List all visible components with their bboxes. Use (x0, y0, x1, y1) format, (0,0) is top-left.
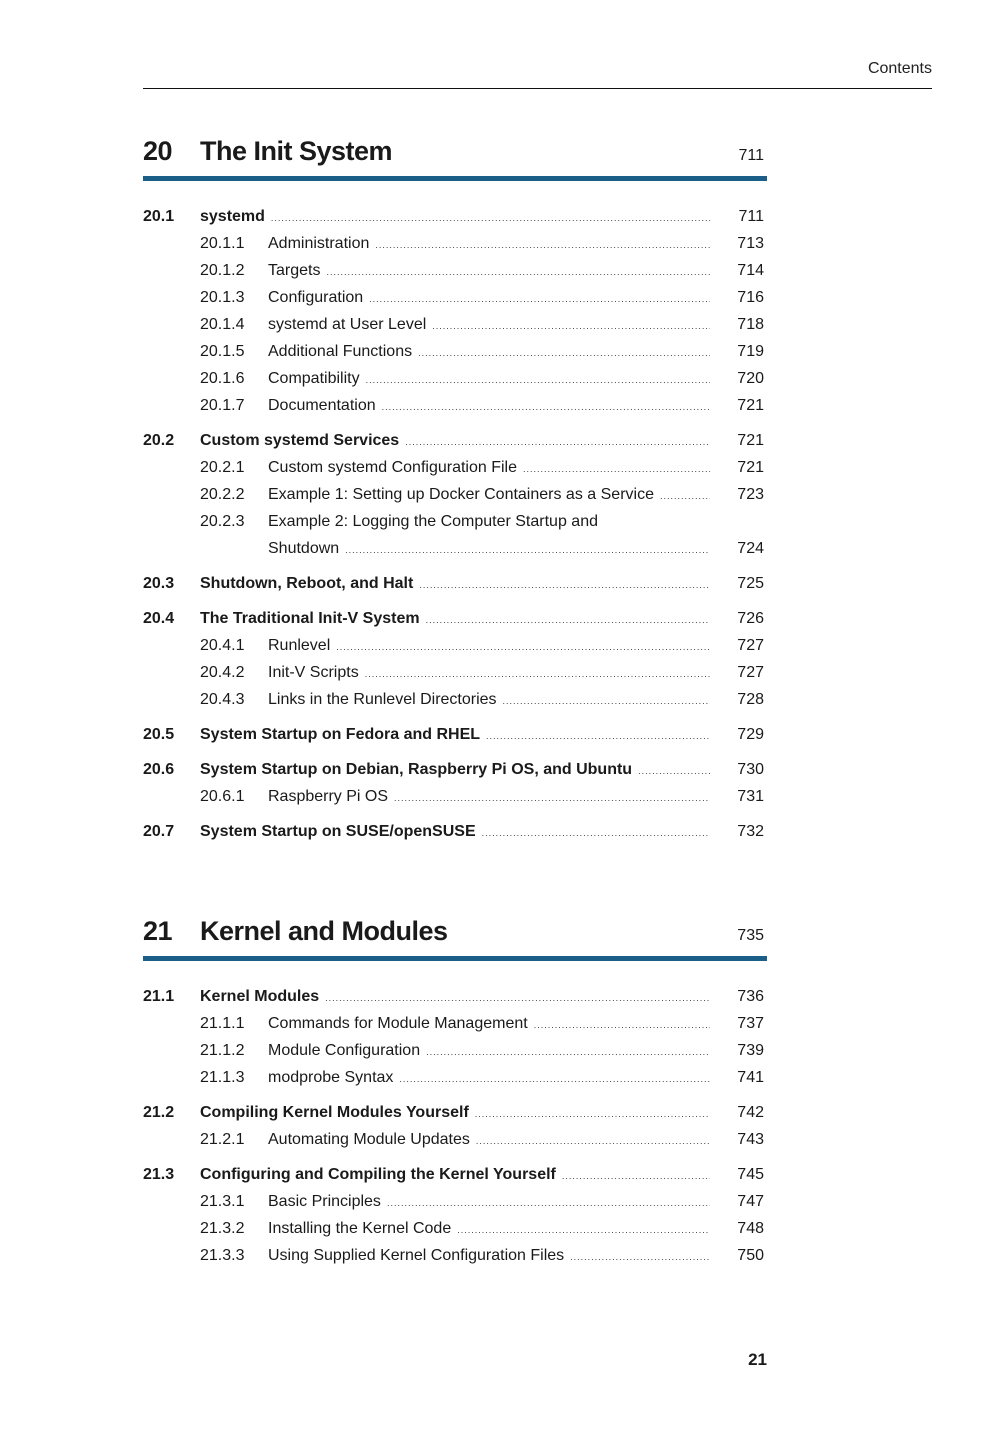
subsection-number: 20.1.7 (200, 397, 245, 414)
subsection-number: 20.1.1 (200, 235, 245, 252)
subsection-title: Commands for Module Management (268, 1015, 528, 1032)
toc-subsection[interactable] (143, 392, 767, 419)
subsection-page: 747 (737, 1193, 764, 1210)
section-number: 20.3 (143, 575, 175, 592)
dot-leader (394, 785, 710, 812)
subsection-page: 719 (737, 343, 764, 360)
subsection-number: 21.3.1 (200, 1193, 245, 1210)
dot-leader (426, 607, 710, 634)
dot-leader (399, 1066, 710, 1093)
subsection-title: Links in the Runlevel Directories (268, 691, 497, 708)
subsection-number: 20.1.2 (200, 262, 245, 279)
dot-leader (336, 634, 710, 661)
dot-leader (534, 1012, 710, 1039)
section-number: 21.3 (143, 1166, 175, 1183)
chapter-title: The Init System (200, 136, 393, 166)
subsection-title: Raspberry Pi OS (268, 788, 389, 805)
toc-subsection[interactable] (143, 1188, 767, 1215)
subsection-page: 716 (737, 289, 764, 306)
subsection-page: 743 (737, 1131, 764, 1148)
chapter-heading[interactable] (143, 136, 767, 181)
toc-section[interactable] (143, 721, 767, 748)
subsection-number: 21.1.1 (200, 1015, 245, 1032)
section-title: Custom systemd Services (200, 432, 400, 449)
toc-subsection[interactable] (143, 1126, 767, 1153)
dot-leader (382, 394, 710, 421)
dot-leader (638, 758, 710, 785)
subsection-number: 20.1.6 (200, 370, 245, 387)
section-number: 20.4 (143, 610, 175, 627)
dot-leader (375, 232, 710, 259)
dot-leader (387, 1190, 710, 1217)
toc-subsection[interactable] (143, 659, 767, 686)
section-number: 21.2 (143, 1104, 175, 1121)
toc-subsection[interactable] (143, 783, 767, 810)
subsection-title: Example 2: Logging the Computer Startup and (268, 513, 598, 530)
subsection-number: 20.4.3 (200, 691, 245, 708)
dot-leader (426, 1039, 710, 1066)
toc-subsection[interactable] (143, 508, 767, 535)
dot-leader (365, 661, 710, 688)
toc-section[interactable] (143, 605, 767, 632)
subsection-page: 721 (737, 397, 764, 414)
section-title: System Startup on Fedora and RHEL (200, 726, 481, 743)
subsection-page: 718 (737, 316, 764, 333)
dot-leader (457, 1217, 710, 1244)
section-number: 20.5 (143, 726, 175, 743)
subsection-page: 727 (737, 637, 764, 654)
section-page: 742 (737, 1104, 764, 1121)
toc-section[interactable] (143, 1161, 767, 1188)
dot-leader (345, 537, 710, 564)
running-header: Contents (867, 60, 932, 77)
toc-subsection[interactable] (143, 257, 767, 284)
subsection-number: 20.6.1 (200, 788, 245, 805)
header-rule (143, 88, 932, 89)
toc-subsection[interactable] (143, 1037, 767, 1064)
dot-leader (271, 205, 710, 232)
toc-subsection[interactable] (143, 230, 767, 257)
subsection-page: 720 (737, 370, 764, 387)
section-title: System Startup on Debian, Raspberry Pi OS, and Ubuntu (200, 761, 633, 778)
subsection-title: Init-V Scripts (268, 664, 359, 681)
section-number: 20.6 (143, 761, 175, 778)
chapter-21 (143, 916, 767, 1269)
subsection-title: Administration (268, 235, 370, 252)
dot-leader (476, 1128, 710, 1155)
dot-leader (482, 820, 710, 847)
toc-subsection[interactable] (143, 1010, 767, 1037)
section-page: 730 (737, 761, 764, 778)
subsection-number: 20.2.3 (200, 513, 245, 530)
toc-subsection[interactable] (143, 632, 767, 659)
subsection-page: 741 (737, 1069, 764, 1086)
toc-section[interactable] (143, 427, 767, 454)
dot-leader (523, 456, 710, 483)
chapter-heading[interactable] (143, 916, 767, 961)
dot-leader (418, 340, 710, 367)
subsection-number: 20.4.2 (200, 664, 245, 681)
dot-leader (405, 429, 710, 456)
section-title: Kernel Modules (200, 988, 320, 1005)
section-page: 725 (737, 575, 764, 592)
section-title: Configuring and Compiling the Kernel Yourself (200, 1166, 556, 1183)
subsection-number: 21.2.1 (200, 1131, 245, 1148)
subsection-number: 21.3.2 (200, 1220, 245, 1237)
subsection-title: Example 1: Setting up Docker Containers as a Service (268, 486, 654, 503)
subsection-title-continued: Shutdown (268, 540, 340, 557)
toc-subsection[interactable] (143, 1242, 767, 1269)
subsection-number: 20.4.1 (200, 637, 245, 654)
toc-subsection[interactable] (143, 1215, 767, 1242)
section-page: 732 (737, 823, 764, 840)
subsection-page: 724 (737, 540, 764, 557)
subsection-page: 721 (737, 459, 764, 476)
section-title: Shutdown, Reboot, and Halt (200, 575, 414, 592)
toc-section[interactable] (143, 1099, 767, 1126)
page-number: 21 (748, 1350, 767, 1369)
subsection-title: Automating Module Updates (268, 1131, 470, 1148)
dot-leader (486, 723, 710, 750)
chapter-number: 21 (143, 916, 173, 946)
subsection-page: 748 (737, 1220, 764, 1237)
subsection-title: Targets (268, 262, 321, 279)
subsection-number: 20.2.1 (200, 459, 245, 476)
section-page: 736 (737, 988, 764, 1005)
dot-leader (503, 688, 710, 715)
dot-leader (326, 259, 710, 286)
toc-subsection[interactable] (143, 686, 767, 713)
section-number: 20.7 (143, 823, 175, 840)
toc-section[interactable] (143, 203, 767, 230)
toc-entries (143, 983, 767, 1269)
chapter-20 (143, 136, 767, 845)
subsection-page: 714 (737, 262, 764, 279)
section-number: 21.1 (143, 988, 175, 1005)
dot-leader (570, 1244, 710, 1271)
section-title: The Traditional Init-V System (200, 610, 420, 627)
section-title: System Startup on SUSE/openSUSE (200, 823, 476, 840)
subsection-number: 21.3.3 (200, 1247, 245, 1264)
section-page: 726 (737, 610, 764, 627)
toc-subsection[interactable] (143, 481, 767, 508)
subsection-page: 731 (737, 788, 764, 805)
section-number: 20.2 (143, 432, 175, 449)
subsection-title: Runlevel (268, 637, 331, 654)
subsection-title: Compatibility (268, 370, 360, 387)
subsection-title: systemd at User Level (268, 316, 427, 333)
dot-leader (366, 367, 710, 394)
section-title: Compiling Kernel Modules Yourself (200, 1104, 469, 1121)
subsection-title: Using Supplied Kernel Configuration Files (268, 1247, 565, 1264)
dot-leader (432, 313, 710, 340)
subsection-page: 739 (737, 1042, 764, 1059)
subsection-page: 713 (737, 235, 764, 252)
section-page: 711 (738, 208, 764, 225)
subsection-page: 723 (737, 486, 764, 503)
section-number: 20.1 (143, 208, 175, 225)
subsection-page: 727 (737, 664, 764, 681)
subsection-title: Basic Principles (268, 1193, 381, 1210)
subsection-number: 21.1.3 (200, 1069, 245, 1086)
toc-subsection[interactable] (143, 311, 767, 338)
subsection-title: Installing the Kernel Code (268, 1220, 452, 1237)
toc-section[interactable] (143, 983, 767, 1010)
dot-leader (475, 1101, 710, 1128)
chapter-number: 20 (143, 136, 173, 166)
subsection-title: Custom systemd Configuration File (268, 459, 517, 476)
dot-leader (660, 483, 710, 510)
subsection-number: 21.1.2 (200, 1042, 245, 1059)
subsection-title: Additional Functions (268, 343, 413, 360)
section-page: 745 (737, 1166, 764, 1183)
toc-section[interactable] (143, 570, 767, 597)
subsection-title: Documentation (268, 397, 376, 414)
toc-subsection-continued[interactable] (143, 535, 767, 562)
subsection-number: 20.1.3 (200, 289, 245, 306)
subsection-number: 20.1.4 (200, 316, 245, 333)
subsection-title: modprobe Syntax (268, 1069, 394, 1086)
section-page: 721 (737, 432, 764, 449)
subsection-number: 20.2.2 (200, 486, 245, 503)
toc-section[interactable] (143, 818, 767, 845)
toc-subsection[interactable] (143, 338, 767, 365)
subsection-title: Configuration (268, 289, 364, 306)
subsection-page: 737 (737, 1015, 764, 1032)
chapter-page: 711 (738, 147, 764, 164)
toc-subsection[interactable] (143, 365, 767, 392)
toc-section[interactable] (143, 756, 767, 783)
toc-subsection[interactable] (143, 1064, 767, 1091)
dot-leader (562, 1163, 710, 1190)
subsection-number: 20.1.5 (200, 343, 245, 360)
dot-leader (419, 572, 710, 599)
subsection-title: Module Configuration (268, 1042, 421, 1059)
chapter-page: 735 (737, 927, 764, 944)
chapter-title: Kernel and Modules (200, 916, 448, 946)
toc-subsection[interactable] (143, 454, 767, 481)
dot-leader (325, 985, 710, 1012)
toc-subsection[interactable] (143, 284, 767, 311)
subsection-page: 750 (737, 1247, 764, 1264)
section-title: systemd (200, 208, 265, 225)
section-page: 729 (737, 726, 764, 743)
dot-leader (369, 286, 710, 313)
toc-entries (143, 203, 767, 845)
subsection-page: 728 (737, 691, 764, 708)
